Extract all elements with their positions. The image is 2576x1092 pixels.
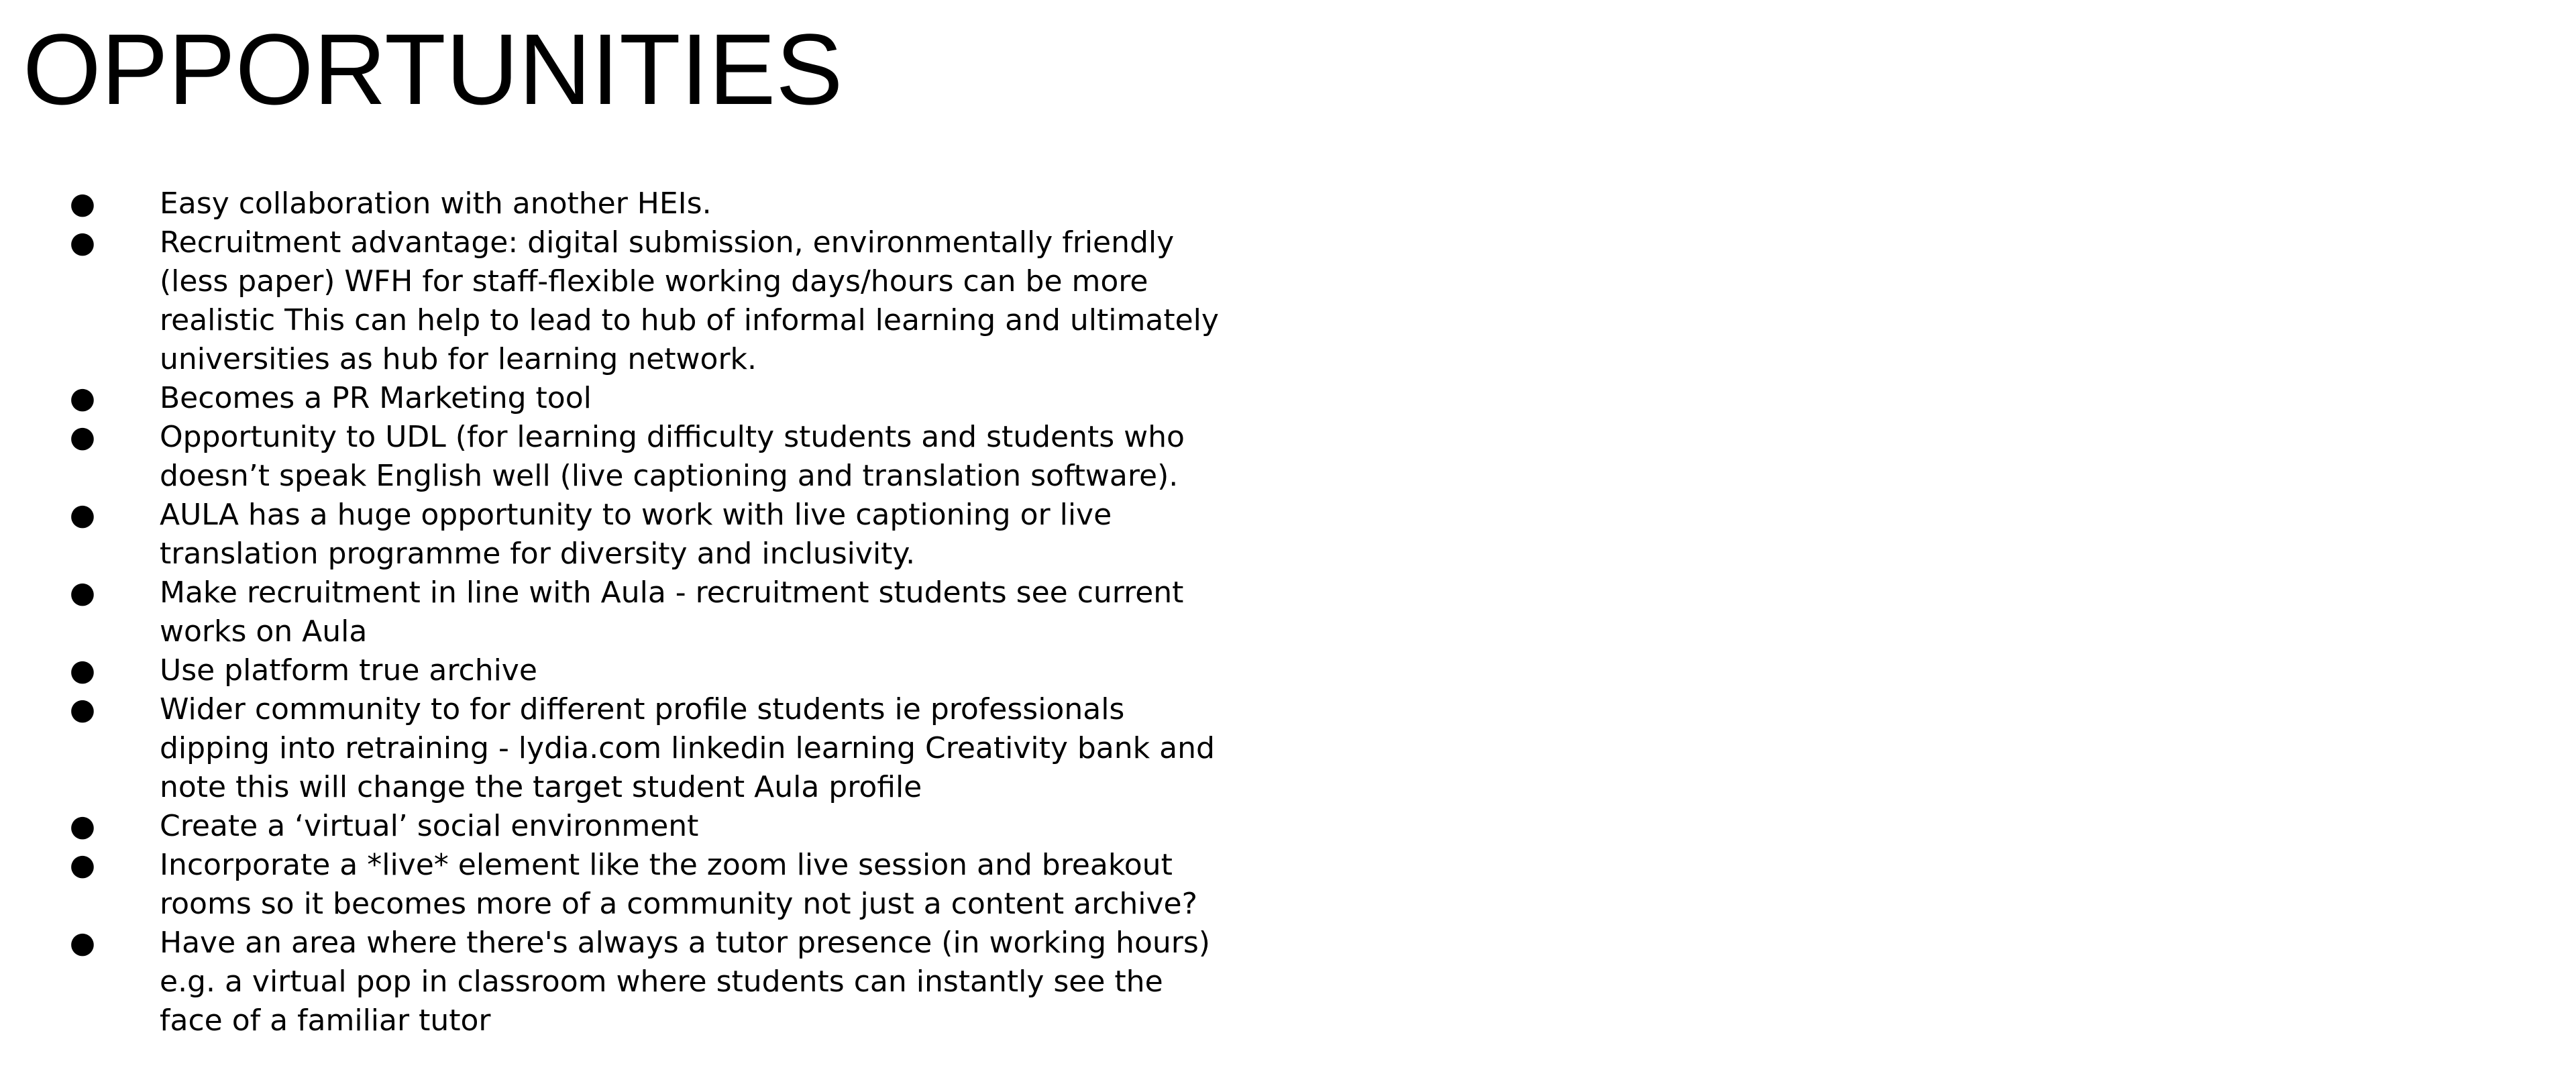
bullet-dot-icon: ● xyxy=(69,420,96,454)
bullet-dot-icon: ● xyxy=(69,653,96,688)
bullet-text: Create a ‘virtual’ social environment xyxy=(160,809,699,843)
bullet-dot-icon: ● xyxy=(69,381,96,415)
bullet-dot-icon: ● xyxy=(69,576,96,610)
list-item xyxy=(0,418,1220,496)
list-item xyxy=(0,379,1220,418)
list-item xyxy=(0,223,1220,379)
list-item xyxy=(0,651,1220,690)
bullet-dot-icon: ● xyxy=(69,186,96,221)
bullet-text: AULA has a huge opportunity to work with live captioning or live translation programme for diversity and inclusivity. xyxy=(160,498,1112,571)
bullet-text: Easy collaboration with another HEIs. xyxy=(160,186,712,221)
bullet-text: Becomes a PR Marketing tool xyxy=(160,381,592,415)
list-item xyxy=(0,574,1220,651)
list-item xyxy=(0,496,1220,574)
list-item xyxy=(0,184,1220,223)
bullet-dot-icon: ● xyxy=(69,848,96,882)
list-item xyxy=(0,690,1220,807)
bullet-dot-icon: ● xyxy=(69,926,96,960)
bullet-text: Opportunity to UDL (for learning difficulty students and students who doesn’t speak English well (live captioning and translation software). xyxy=(160,420,1185,493)
list-item xyxy=(0,846,1220,924)
bullet-text: Incorporate a *live* element like the zoom live session and breakout rooms so it becomes more of a community not just a content archive? xyxy=(160,848,1197,921)
bullet-list xyxy=(0,184,1275,1040)
bullet-text: Use platform true archive xyxy=(160,653,537,688)
bullet-dot-icon: ● xyxy=(69,692,96,726)
bullet-text: Wider community to for different profile students ie professionals dipping into retraining - lydia.com linkedin learning Creativity bank and note this will change the target student Aula profile xyxy=(160,692,1215,804)
bullet-dot-icon: ● xyxy=(69,498,96,532)
slide-title: OPPORTUNITIES xyxy=(23,13,843,125)
bullet-text: Make recruitment in line with Aula - recruitment students see current works on Aula xyxy=(160,576,1184,649)
bullet-dot-icon: ● xyxy=(69,809,96,843)
list-item xyxy=(0,807,1220,846)
list-item xyxy=(0,924,1220,1040)
bullet-text: Have an area where there's always a tutor presence (in working hours) e.g. a virtual pop in classroom where students can instantly see the face of a familiar tutor xyxy=(160,926,1210,1038)
bullet-dot-icon: ● xyxy=(69,225,96,260)
bullet-text: Recruitment advantage: digital submission, environmentally friendly (less paper) WFH for staff-flexible working days/hours can be more realistic This can help to lead to hub of informal learning and ultimately universities as hub for learning network. xyxy=(160,225,1219,376)
